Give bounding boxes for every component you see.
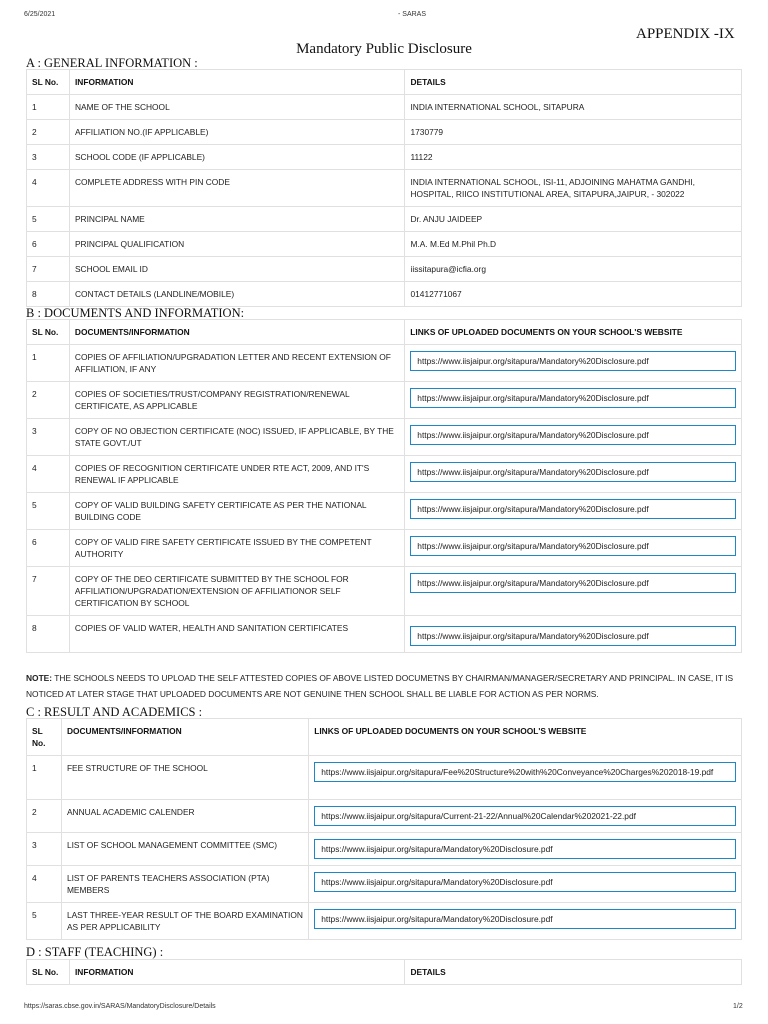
doc-cell: LIST OF PARENTS TEACHERS ASSOCIATION (PTA) MEMBERS [61,866,308,903]
sl-cell: 3 [27,419,70,456]
document-link[interactable]: https://www.iisjaipur.org/sitapura/Mandatory%20Disclosure.pdf [410,499,736,519]
link-cell [309,800,742,833]
table-row [27,419,742,456]
table-row [27,382,742,419]
col-sl: SL No. [27,70,70,95]
sl-cell: 7 [27,567,70,616]
section-d-heading: D : STAFF (TEACHING) : [26,945,164,959]
link-cell [405,419,742,456]
details-cell: 01412771067 [405,282,742,307]
table-row [27,833,742,866]
sl-cell: 2 [27,800,62,833]
note-text: THE SCHOOLS NEEDS TO UPLOAD THE SELF ATTESTED COPIES OF ABOVE LISTED DOCUMETNS BY CHAIRMAN/MANAGER/SECRETARY AND PRINCIPAL. IN CASE, IT IS NOTICED AT LATER STAGE THAT UPLOADED DOCUMENTS ARE NOT GENUINE THEN SCHOOL SHALL BE LIABLE FOR ACTION AS PER NORMS. [26,673,734,699]
doc-cell: COPY OF VALID FIRE SAFETY CERTIFICATE ISSUED BY THE COMPETENT AUTHORITY [69,530,404,567]
details-cell: Dr. ANJU JAIDEEP [405,207,742,232]
table-row [27,616,742,653]
sl-cell: 1 [27,756,62,800]
doc-cell: COPIES OF RECOGNITION CERTIFICATE UNDER RTE ACT, 2009, AND IT'S RENEWAL IF APPLICABLE [69,456,404,493]
link-cell [405,530,742,567]
document-link[interactable]: https://www.iisjaipur.org/sitapura/Mandatory%20Disclosure.pdf [314,909,736,929]
document-link[interactable]: https://www.iisjaipur.org/sitapura/Mandatory%20Disclosure.pdf [410,536,736,556]
doc-cell: LIST OF SCHOOL MANAGEMENT COMMITTEE (SMC) [61,833,308,866]
sl-cell: 4 [27,170,70,207]
sl-cell: 6 [27,232,70,257]
table-row [27,800,742,833]
table-header-row [27,320,742,345]
documents-table [26,319,742,653]
details-cell: iissitapura@icfia.org [405,257,742,282]
table-row [27,207,742,232]
note-label: NOTE: [26,673,53,683]
info-cell: PRINCIPAL NAME [69,207,405,232]
doc-cell: COPIES OF VALID WATER, HEALTH AND SANITATION CERTIFICATES [69,616,404,653]
site-name: - SARAS [398,11,427,18]
info-cell: SCHOOL CODE (IF APPLICABLE) [69,145,405,170]
sl-cell: 5 [27,903,62,940]
page-title: Mandatory Public Disclosure [296,41,472,57]
info-cell: AFFILIATION NO.(IF APPLICABLE) [69,120,405,145]
table-row [27,756,742,800]
appendix-label: APPENDIX -IX [636,26,735,42]
table-row [27,257,742,282]
col-sl: SL No. [27,320,70,345]
details-cell: M.A. M.Ed M.Phil Ph.D [405,232,742,257]
sl-cell: 4 [27,866,62,903]
doc-cell: COPY OF NO OBJECTION CERTIFICATE (NOC) ISSUED, IF APPLICABLE, BY THE STATE GOVT./UT [69,419,404,456]
table-row [27,493,742,530]
link-cell [309,756,742,800]
print-date: 6/25/2021 [24,11,56,18]
sl-cell: 6 [27,530,70,567]
document-link[interactable]: https://www.iisjaipur.org/sitapura/Current-21-22/Annual%20Calendar%202021-22.pdf [314,806,736,826]
document-link[interactable]: https://www.iisjaipur.org/sitapura/Mandatory%20Disclosure.pdf [410,351,736,371]
col-information: INFORMATION [69,70,405,95]
document-link[interactable]: https://www.iisjaipur.org/sitapura/Mandatory%20Disclosure.pdf [410,573,736,593]
document-link[interactable]: https://www.iisjaipur.org/sitapura/Mandatory%20Disclosure.pdf [410,388,736,408]
link-cell [405,616,742,653]
table-row [27,530,742,567]
sl-cell: 2 [27,382,70,419]
sl-cell: 8 [27,616,70,653]
col-documents: DOCUMENTS/INFORMATION [61,719,308,756]
doc-cell: COPY OF THE DEO CERTIFICATE SUBMITTED BY THE SCHOOL FOR AFFILIATION/UPGRADATION/EXTENSION OF AFFILIATIONOR SELF CERTIFICATION BY SCHOOL [69,567,404,616]
doc-cell: ANNUAL ACADEMIC CALENDER [61,800,308,833]
link-cell [309,903,742,940]
note-paragraph [26,670,742,702]
table-header-row [27,719,742,756]
col-sl: SL No. [27,960,70,985]
section-a-heading: A : GENERAL INFORMATION : [26,56,198,70]
table-row [27,145,742,170]
academics-table [26,718,742,940]
table-row [27,95,742,120]
table-row [27,567,742,616]
sl-cell: 1 [27,345,70,382]
col-links: LINKS OF UPLOADED DOCUMENTS ON YOUR SCHOOL'S WEBSITE [405,320,742,345]
doc-cell: COPY OF VALID BUILDING SAFETY CERTIFICATE AS PER THE NATIONAL BUILDING CODE [69,493,404,530]
document-link[interactable]: https://www.iisjaipur.org/sitapura/Fee%20Structure%20with%20Conveyance%20Charges%202018-19.pdf [314,762,736,782]
details-cell: 1730779 [405,120,742,145]
sl-cell: 3 [27,833,62,866]
link-cell [405,567,742,616]
col-details: DETAILS [405,70,742,95]
link-cell [405,382,742,419]
sl-cell: 5 [27,493,70,530]
doc-cell: COPIES OF SOCIETIES/TRUST/COMPANY REGISTRATION/RENEWAL CERTIFICATE, AS APPLICABLE [69,382,404,419]
info-cell: CONTACT DETAILS (LANDLINE/MOBILE) [69,282,405,307]
details-cell: INDIA INTERNATIONAL SCHOOL, SITAPURA [405,95,742,120]
col-information: INFORMATION [69,960,405,985]
link-cell [405,345,742,382]
col-sl: SL No. [27,719,62,756]
link-cell [405,456,742,493]
table-header-row [27,70,742,95]
footer-url: https://saras.cbse.gov.in/SARAS/MandatoryDisclosure/Details [24,1003,216,1010]
table-row [27,282,742,307]
info-cell: PRINCIPAL QUALIFICATION [69,232,405,257]
document-link[interactable]: https://www.iisjaipur.org/sitapura/Mandatory%20Disclosure.pdf [410,462,736,482]
link-cell [405,493,742,530]
info-cell: NAME OF THE SCHOOL [69,95,405,120]
link-cell [309,866,742,903]
sl-cell: 8 [27,282,70,307]
info-cell: COMPLETE ADDRESS WITH PIN CODE [69,170,405,207]
table-row [27,232,742,257]
page-number: 1/2 [733,1003,743,1010]
table-row [27,456,742,493]
general-info-table [26,69,742,307]
link-cell [309,833,742,866]
section-c-heading: C : RESULT AND ACADEMICS : [26,705,203,719]
table-row [27,120,742,145]
col-links: LINKS OF UPLOADED DOCUMENTS ON YOUR SCHOOL'S WEBSITE [309,719,742,756]
sl-cell: 2 [27,120,70,145]
details-cell: INDIA INTERNATIONAL SCHOOL, ISI-11, ADJOINING MAHATMA GANDHI, HOSPITAL, RIICO INSTITUTIONAL AREA, SITAPURA,JAIPUR, - 302022 [405,170,742,207]
sl-cell: 5 [27,207,70,232]
table-row [27,866,742,903]
table-row [27,345,742,382]
sl-cell: 7 [27,257,70,282]
document-link[interactable]: https://www.iisjaipur.org/sitapura/Mandatory%20Disclosure.pdf [410,626,736,646]
doc-cell: COPIES OF AFFILIATION/UPGRADATION LETTER AND RECENT EXTENSION OF AFFILIATION, IF ANY [69,345,404,382]
col-documents: DOCUMENTS/INFORMATION [69,320,404,345]
details-cell: 11122 [405,145,742,170]
staff-table [26,959,742,985]
sl-cell: 3 [27,145,70,170]
doc-cell: LAST THREE-YEAR RESULT OF THE BOARD EXAMINATION AS PER APPLICABILITY [61,903,308,940]
table-row [27,903,742,940]
sl-cell: 4 [27,456,70,493]
col-details: DETAILS [405,960,742,985]
document-link[interactable]: https://www.iisjaipur.org/sitapura/Mandatory%20Disclosure.pdf [410,425,736,445]
table-row [27,170,742,207]
document-link[interactable]: https://www.iisjaipur.org/sitapura/Mandatory%20Disclosure.pdf [314,839,736,859]
section-b-heading: B : DOCUMENTS AND INFORMATION: [26,306,245,320]
table-header-row [27,960,742,985]
document-link[interactable]: https://www.iisjaipur.org/sitapura/Mandatory%20Disclosure.pdf [314,872,736,892]
doc-cell: FEE STRUCTURE OF THE SCHOOL [61,756,308,800]
info-cell: SCHOOL EMAIL ID [69,257,405,282]
sl-cell: 1 [27,95,70,120]
